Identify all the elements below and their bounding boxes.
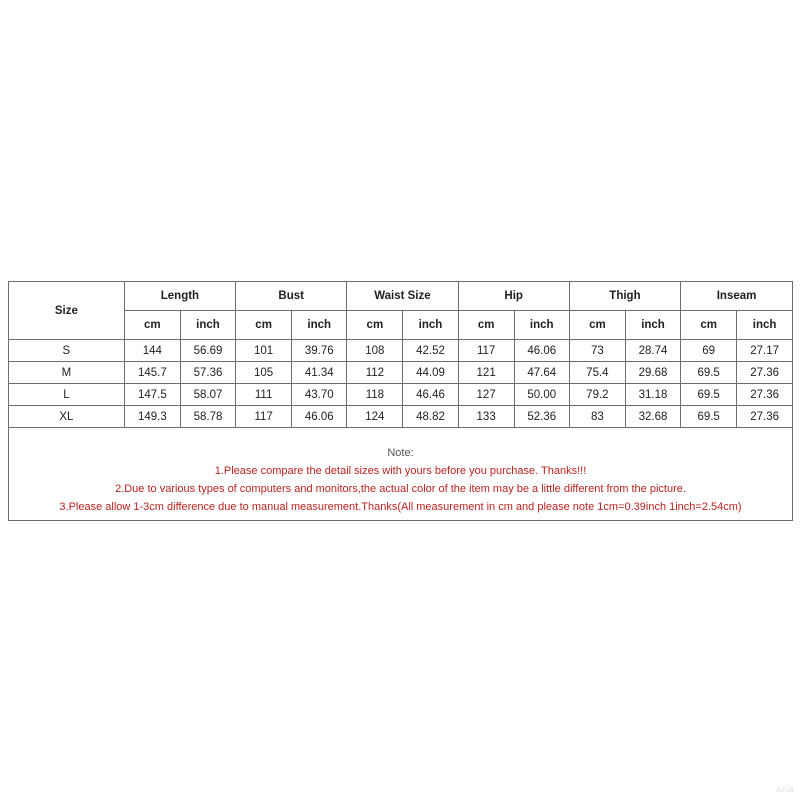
table-cell: 56.69 bbox=[180, 340, 235, 362]
group-header-hip: Hip bbox=[458, 282, 569, 311]
table-cell: 117 bbox=[458, 340, 514, 362]
table-cell: 144 bbox=[124, 340, 180, 362]
unit-header: cm bbox=[681, 311, 737, 340]
table-cell: 73 bbox=[569, 340, 625, 362]
table-cell: 46.06 bbox=[514, 340, 569, 362]
table-cell: 32.68 bbox=[625, 406, 680, 428]
table-cell: 69.5 bbox=[681, 384, 737, 406]
table-cell: 83 bbox=[569, 406, 625, 428]
table-cell: 147.5 bbox=[124, 384, 180, 406]
size-table bbox=[9, 282, 792, 427]
table-cell: 57.36 bbox=[180, 362, 235, 384]
notes-section bbox=[9, 427, 792, 520]
unit-header: inch bbox=[292, 311, 347, 340]
table-row bbox=[9, 362, 792, 384]
table-cell: 43.70 bbox=[292, 384, 347, 406]
table-cell: 44.09 bbox=[403, 362, 458, 384]
table-cell: 27.36 bbox=[737, 362, 792, 384]
table-cell: 48.82 bbox=[403, 406, 458, 428]
group-header-waist-size: Waist Size bbox=[347, 282, 458, 311]
table-row bbox=[9, 384, 792, 406]
table-cell: 52.36 bbox=[514, 406, 569, 428]
table-cell: 69 bbox=[681, 340, 737, 362]
table-cell: 39.76 bbox=[292, 340, 347, 362]
table-cell: 149.3 bbox=[124, 406, 180, 428]
table-cell: 58.07 bbox=[180, 384, 235, 406]
unit-header: inch bbox=[180, 311, 235, 340]
note-line: 2.Due to various types of computers and monitors,the actual color of the item may be a little different from the picture. bbox=[115, 483, 686, 495]
watermark: A2UB bbox=[775, 787, 794, 794]
table-row bbox=[9, 406, 792, 428]
table-cell: 105 bbox=[236, 362, 292, 384]
table-cell: 133 bbox=[458, 406, 514, 428]
unit-header: inch bbox=[625, 311, 680, 340]
size-label: XL bbox=[9, 406, 124, 428]
table-cell: 28.74 bbox=[625, 340, 680, 362]
table-cell: 108 bbox=[347, 340, 403, 362]
note-line: 3.Please allow 1-3cm difference due to manual measurement.Thanks(All measurement in cm and please note 1cm=0.39inch 1inch=2.54cm) bbox=[59, 501, 742, 513]
table-cell: 121 bbox=[458, 362, 514, 384]
table-cell: 29.68 bbox=[625, 362, 680, 384]
unit-header: inch bbox=[514, 311, 569, 340]
size-label: S bbox=[9, 340, 124, 362]
table-cell: 46.06 bbox=[292, 406, 347, 428]
table-cell: 75.4 bbox=[569, 362, 625, 384]
unit-header: inch bbox=[737, 311, 792, 340]
unit-header: cm bbox=[569, 311, 625, 340]
note-line: 1.Please compare the detail sizes with yours before you purchase. Thanks!!! bbox=[214, 465, 587, 477]
group-header-length: Length bbox=[124, 282, 235, 311]
unit-header: cm bbox=[458, 311, 514, 340]
table-row bbox=[9, 340, 792, 362]
table-cell: 117 bbox=[236, 406, 292, 428]
table-cell: 27.36 bbox=[737, 406, 792, 428]
note-title: Note: bbox=[387, 447, 414, 459]
table-cell: 41.34 bbox=[292, 362, 347, 384]
table-cell: 50.00 bbox=[514, 384, 569, 406]
table-cell: 124 bbox=[347, 406, 403, 428]
table-cell: 58.78 bbox=[180, 406, 235, 428]
group-header-row bbox=[9, 282, 792, 311]
table-cell: 31.18 bbox=[625, 384, 680, 406]
unit-header: cm bbox=[124, 311, 180, 340]
unit-header: cm bbox=[347, 311, 403, 340]
table-cell: 145.7 bbox=[124, 362, 180, 384]
table-cell: 47.64 bbox=[514, 362, 569, 384]
table-cell: 42.52 bbox=[403, 340, 458, 362]
size-label: M bbox=[9, 362, 124, 384]
size-chart bbox=[8, 281, 793, 521]
unit-header-row bbox=[9, 311, 792, 340]
table-cell: 69.5 bbox=[681, 362, 737, 384]
table-cell: 27.36 bbox=[737, 384, 792, 406]
group-header-inseam: Inseam bbox=[681, 282, 792, 311]
table-cell: 127 bbox=[458, 384, 514, 406]
unit-header: cm bbox=[236, 311, 292, 340]
table-cell: 69.5 bbox=[681, 406, 737, 428]
size-column-header: Size bbox=[9, 282, 124, 340]
table-cell: 118 bbox=[347, 384, 403, 406]
table-cell: 46.46 bbox=[403, 384, 458, 406]
group-header-thigh: Thigh bbox=[569, 282, 680, 311]
table-cell: 79.2 bbox=[569, 384, 625, 406]
table-cell: 111 bbox=[236, 384, 292, 406]
table-cell: 112 bbox=[347, 362, 403, 384]
size-label: L bbox=[9, 384, 124, 406]
unit-header: inch bbox=[403, 311, 458, 340]
group-header-bust: Bust bbox=[236, 282, 347, 311]
table-cell: 27.17 bbox=[737, 340, 792, 362]
table-cell: 101 bbox=[236, 340, 292, 362]
